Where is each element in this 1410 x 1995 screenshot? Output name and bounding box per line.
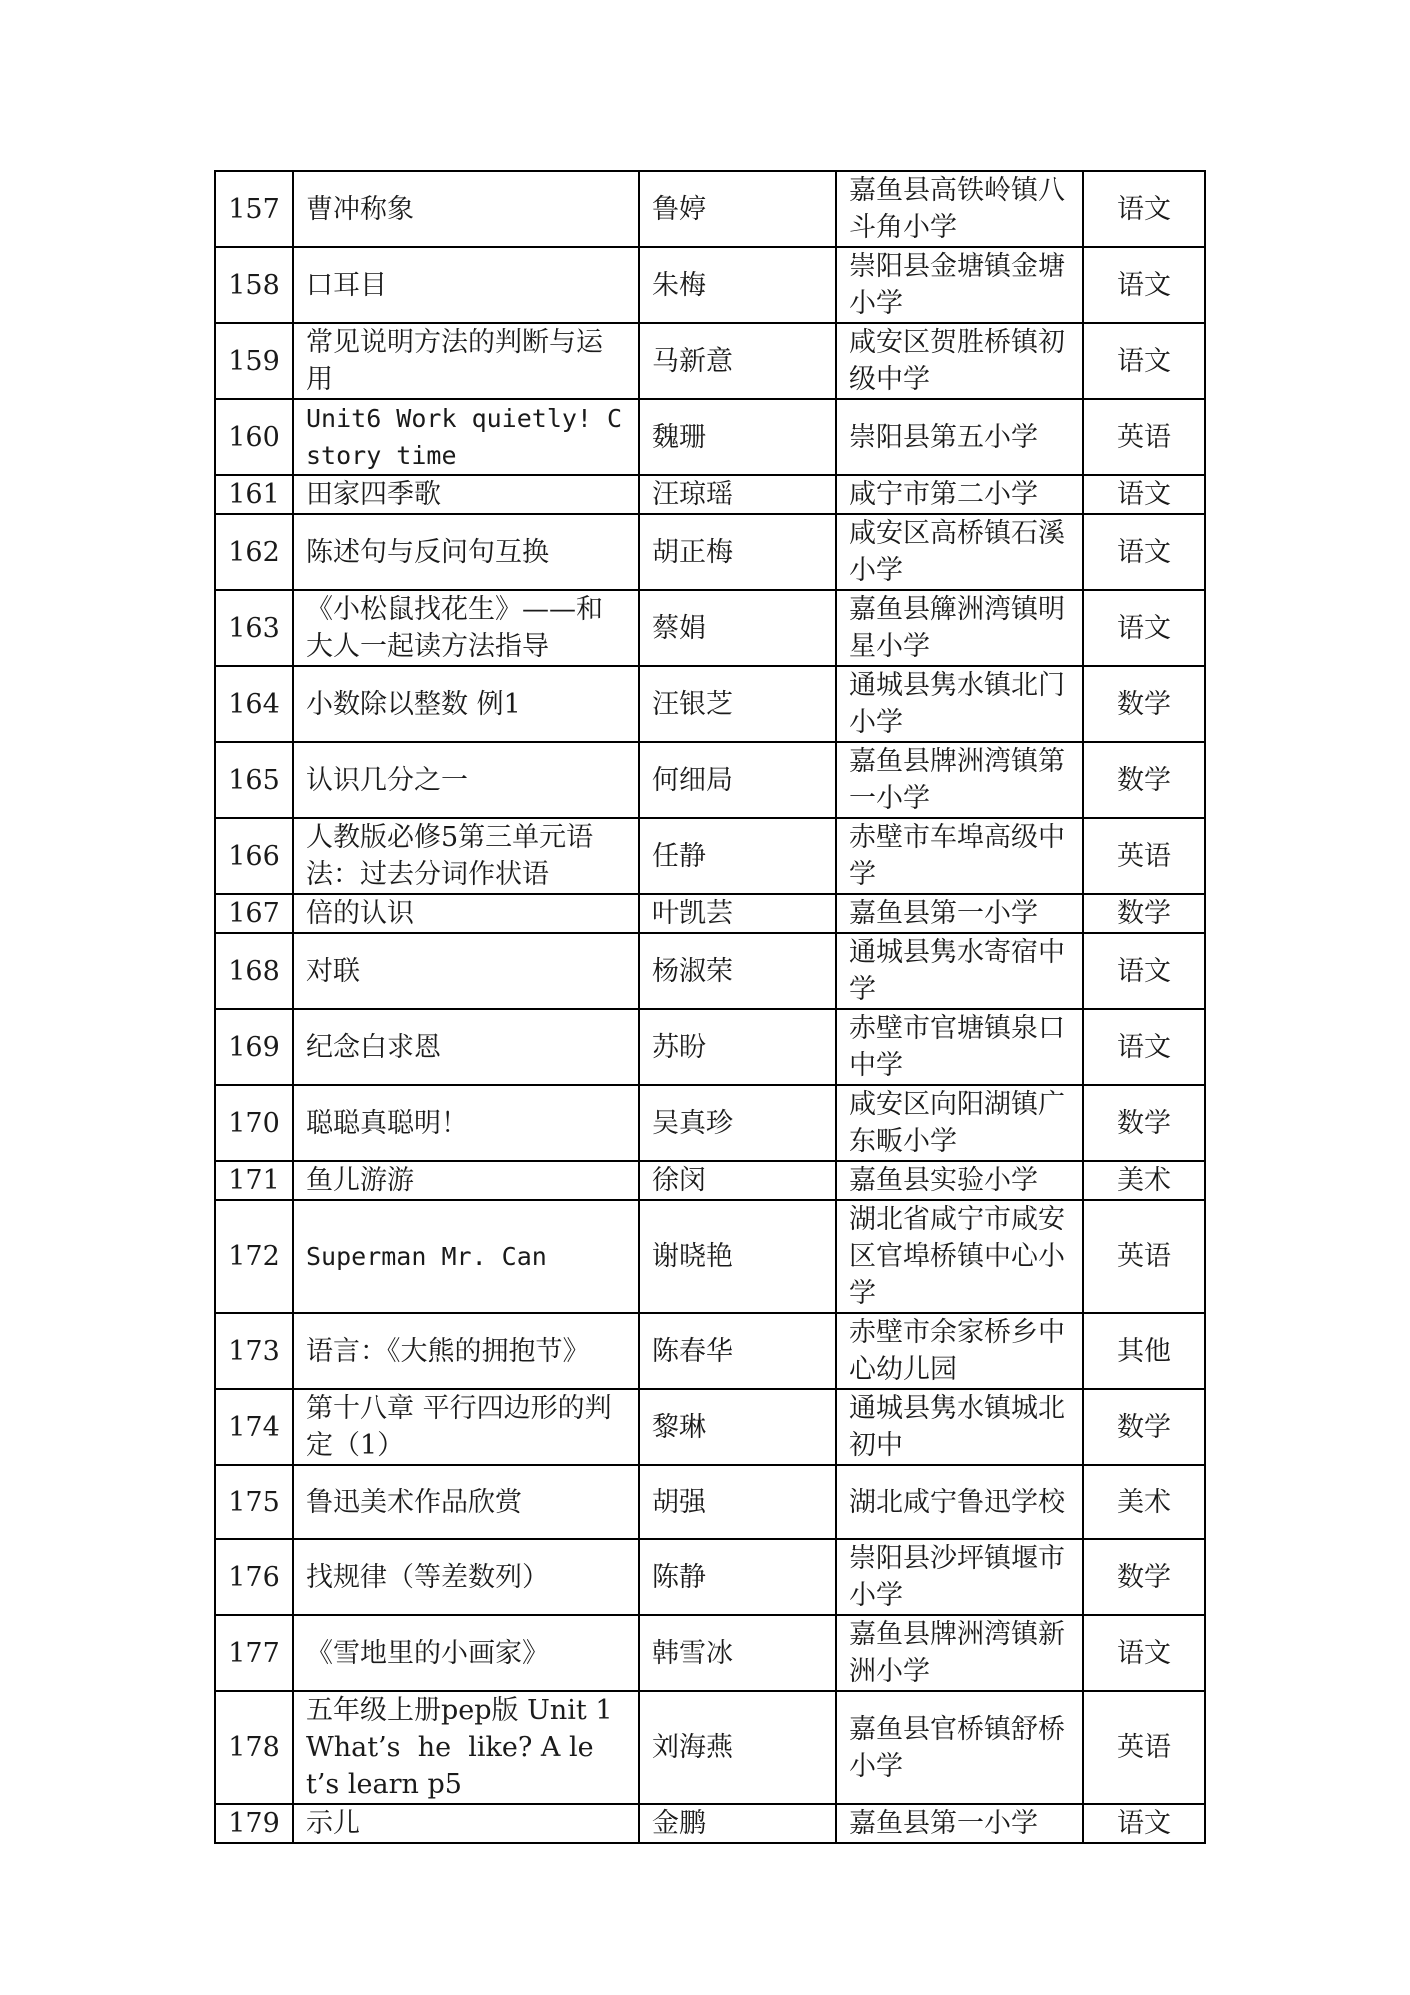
school-name: 嘉鱼县实验小学 (836, 1161, 1083, 1200)
course-title: 认识几分之一 (293, 742, 639, 818)
table-row (215, 742, 1205, 818)
table-row (215, 399, 1205, 475)
teacher-name: 汪银芝 (639, 666, 836, 742)
row-number: 167 (215, 894, 293, 933)
subject-name: 语文 (1083, 933, 1205, 1009)
subject-name: 数学 (1083, 742, 1205, 818)
subject-name: 英语 (1083, 818, 1205, 894)
school-name: 崇阳县沙坪镇堰市小学 (836, 1539, 1083, 1615)
subject-name: 语文 (1083, 1615, 1205, 1691)
school-name: 湖北省咸宁市咸安区官埠桥镇中心小学 (836, 1200, 1083, 1313)
subject-name: 语文 (1083, 475, 1205, 514)
subject-name: 语文 (1083, 247, 1205, 323)
school-name: 咸安区高桥镇石溪小学 (836, 514, 1083, 590)
subject-name: 数学 (1083, 666, 1205, 742)
teacher-name: 金鹏 (639, 1804, 836, 1843)
row-number: 166 (215, 818, 293, 894)
table-row (215, 1615, 1205, 1691)
course-title: 第十八章 平行四边形的判定（1） (293, 1389, 639, 1465)
course-title: 人教版必修5第三单元语法：过去分词作状语 (293, 818, 639, 894)
school-name: 咸宁市第二小学 (836, 475, 1083, 514)
teacher-name: 何细局 (639, 742, 836, 818)
subject-name: 语文 (1083, 171, 1205, 247)
table-row (215, 590, 1205, 666)
school-name: 赤壁市余家桥乡中心幼儿园 (836, 1313, 1083, 1389)
teacher-name: 徐闵 (639, 1161, 836, 1200)
teacher-name: 黎琳 (639, 1389, 836, 1465)
course-title: 小数除以整数 例1 (293, 666, 639, 742)
school-name: 嘉鱼县第一小学 (836, 894, 1083, 933)
table-row (215, 1804, 1205, 1843)
teacher-name: 刘海燕 (639, 1691, 836, 1804)
teacher-name: 陈静 (639, 1539, 836, 1615)
teacher-name: 胡正梅 (639, 514, 836, 590)
course-title: 曹冲称象 (293, 171, 639, 247)
school-name: 赤壁市官塘镇泉口中学 (836, 1009, 1083, 1085)
teacher-name: 韩雪冰 (639, 1615, 836, 1691)
table-row (215, 1313, 1205, 1389)
subject-name: 英语 (1083, 1200, 1205, 1313)
row-number: 164 (215, 666, 293, 742)
row-number: 165 (215, 742, 293, 818)
subject-name: 语文 (1083, 514, 1205, 590)
school-name: 咸安区贺胜桥镇初级中学 (836, 323, 1083, 399)
row-number: 163 (215, 590, 293, 666)
table-row (215, 933, 1205, 1009)
school-name: 嘉鱼县高铁岭镇八斗角小学 (836, 171, 1083, 247)
row-number: 171 (215, 1161, 293, 1200)
table-row (215, 818, 1205, 894)
subject-name: 数学 (1083, 1389, 1205, 1465)
row-number: 162 (215, 514, 293, 590)
table-row (215, 1539, 1205, 1615)
school-name: 通城县隽水寄宿中学 (836, 933, 1083, 1009)
teacher-name: 汪琼瑶 (639, 475, 836, 514)
course-title: 纪念白求恩 (293, 1009, 639, 1085)
row-number: 177 (215, 1615, 293, 1691)
course-title: 常见说明方法的判断与运用 (293, 323, 639, 399)
course-title: 倍的认识 (293, 894, 639, 933)
teacher-name: 谢晓艳 (639, 1200, 836, 1313)
teacher-name: 杨淑荣 (639, 933, 836, 1009)
row-number: 158 (215, 247, 293, 323)
table-row (215, 1465, 1205, 1539)
teacher-name: 魏珊 (639, 399, 836, 475)
row-number: 159 (215, 323, 293, 399)
course-title: 聪聪真聪明！ (293, 1085, 639, 1161)
teacher-name: 胡强 (639, 1465, 836, 1539)
school-name: 湖北咸宁鲁迅学校 (836, 1465, 1083, 1539)
course-title: 陈述句与反问句互换 (293, 514, 639, 590)
school-name: 嘉鱼县簰洲湾镇明星小学 (836, 590, 1083, 666)
table-row (215, 171, 1205, 247)
table-row (215, 1389, 1205, 1465)
subject-name: 数学 (1083, 1539, 1205, 1615)
subject-name: 数学 (1083, 894, 1205, 933)
table-row (215, 475, 1205, 514)
school-name: 咸安区向阳湖镇广东畈小学 (836, 1085, 1083, 1161)
course-title: 示儿 (293, 1804, 639, 1843)
table-row (215, 1200, 1205, 1313)
subject-name: 语文 (1083, 323, 1205, 399)
row-number: 157 (215, 171, 293, 247)
school-name: 通城县隽水镇北门小学 (836, 666, 1083, 742)
table-row (215, 1161, 1205, 1200)
course-table (214, 170, 1206, 1844)
course-title: 语言：《大熊的拥抱节》 (293, 1313, 639, 1389)
teacher-name: 陈春华 (639, 1313, 836, 1389)
course-title: 《小松鼠找花生》——和大人一起读方法指导 (293, 590, 639, 666)
table-row (215, 666, 1205, 742)
subject-name: 美术 (1083, 1465, 1205, 1539)
teacher-name: 吴真珍 (639, 1085, 836, 1161)
course-title: Unit6 Work quietly! C story time (293, 399, 639, 475)
row-number: 170 (215, 1085, 293, 1161)
course-title: 鱼儿游游 (293, 1161, 639, 1200)
course-title: 对联 (293, 933, 639, 1009)
row-number: 174 (215, 1389, 293, 1465)
teacher-name: 任静 (639, 818, 836, 894)
teacher-name: 马新意 (639, 323, 836, 399)
subject-name: 语文 (1083, 590, 1205, 666)
school-name: 嘉鱼县牌洲湾镇新洲小学 (836, 1615, 1083, 1691)
school-name: 崇阳县金塘镇金塘小学 (836, 247, 1083, 323)
subject-name: 其他 (1083, 1313, 1205, 1389)
subject-name: 语文 (1083, 1009, 1205, 1085)
table-body (215, 171, 1205, 1843)
course-title: 鲁迅美术作品欣赏 (293, 1465, 639, 1539)
course-title: 《雪地里的小画家》 (293, 1615, 639, 1691)
course-title: 五年级上册pep版 Unit 1 What’s he like? A let’s learn p5 (293, 1691, 639, 1804)
school-name: 崇阳县第五小学 (836, 399, 1083, 475)
teacher-name: 蔡娟 (639, 590, 836, 666)
table-row (215, 323, 1205, 399)
school-name: 嘉鱼县牌洲湾镇第一小学 (836, 742, 1083, 818)
subject-name: 英语 (1083, 399, 1205, 475)
course-title: 田家四季歌 (293, 475, 639, 514)
course-title: 找规律（等差数列） (293, 1539, 639, 1615)
teacher-name: 朱梅 (639, 247, 836, 323)
teacher-name: 鲁婷 (639, 171, 836, 247)
row-number: 161 (215, 475, 293, 514)
school-name: 嘉鱼县官桥镇舒桥小学 (836, 1691, 1083, 1804)
row-number: 172 (215, 1200, 293, 1313)
row-number: 176 (215, 1539, 293, 1615)
school-name: 通城县隽水镇城北初中 (836, 1389, 1083, 1465)
school-name: 赤壁市车埠高级中学 (836, 818, 1083, 894)
course-title: Superman Mr. Can (293, 1200, 639, 1313)
row-number: 175 (215, 1465, 293, 1539)
row-number: 178 (215, 1691, 293, 1804)
table-row (215, 514, 1205, 590)
row-number: 179 (215, 1804, 293, 1843)
row-number: 168 (215, 933, 293, 1009)
subject-name: 语文 (1083, 1804, 1205, 1843)
table-row (215, 894, 1205, 933)
table-row (215, 247, 1205, 323)
subject-name: 美术 (1083, 1161, 1205, 1200)
course-title: 口耳目 (293, 247, 639, 323)
teacher-name: 叶凯芸 (639, 894, 836, 933)
school-name: 嘉鱼县第一小学 (836, 1804, 1083, 1843)
table-row (215, 1009, 1205, 1085)
table-row (215, 1691, 1205, 1804)
subject-name: 英语 (1083, 1691, 1205, 1804)
row-number: 169 (215, 1009, 293, 1085)
table-row (215, 1085, 1205, 1161)
subject-name: 数学 (1083, 1085, 1205, 1161)
row-number: 173 (215, 1313, 293, 1389)
teacher-name: 苏盼 (639, 1009, 836, 1085)
row-number: 160 (215, 399, 293, 475)
